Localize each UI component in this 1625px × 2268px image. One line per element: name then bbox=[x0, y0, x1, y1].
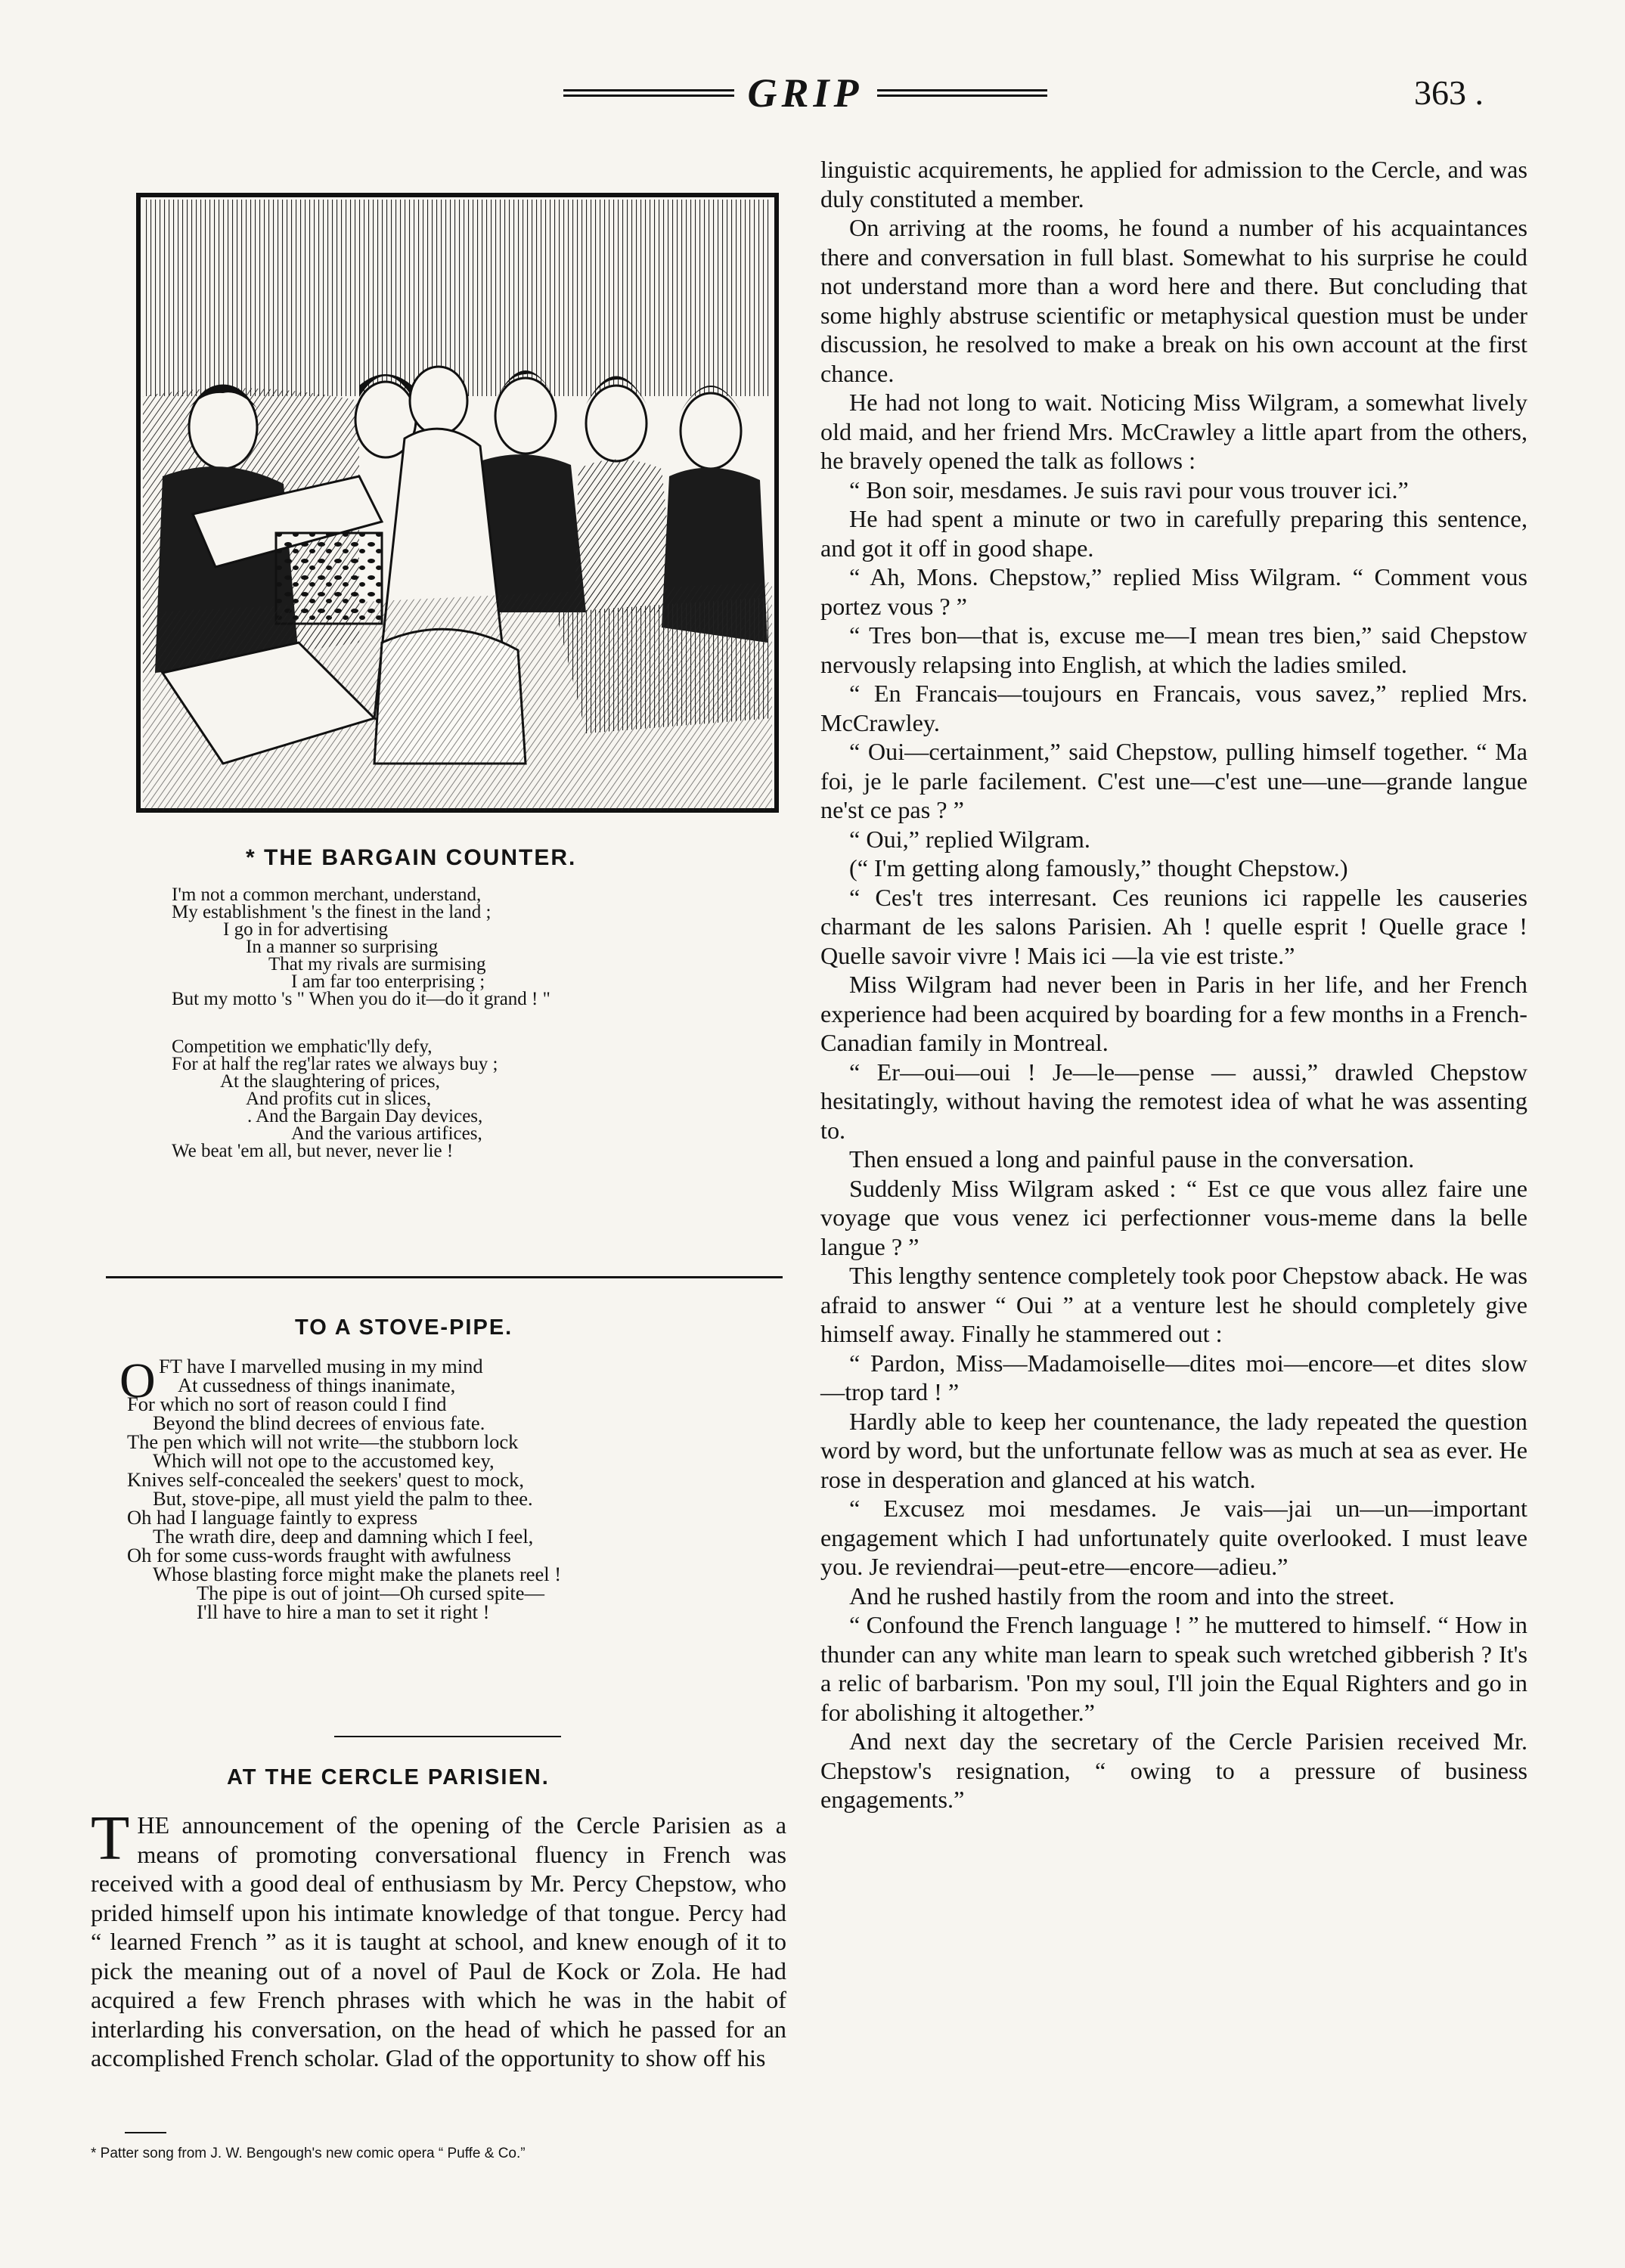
article-paragraph: linguistic acquirements, he applied for admission to the Cercle, and was duly constituted a member. bbox=[820, 156, 1527, 212]
poem-line: Which will not ope to the accustomed key, bbox=[153, 1449, 495, 1472]
illustration-caption: * THE BARGAIN COUNTER. bbox=[246, 845, 577, 870]
article-paragraph: This lengthy sentence completely took poor Chepstow aback. He was afraid to answer “ Oui ” at a venture lest he should completely give himself away. Finally he stammered out : bbox=[820, 1262, 1527, 1347]
article-dropcap: T bbox=[91, 1803, 130, 1873]
section-divider bbox=[106, 1276, 783, 1278]
article-paragraph: Miss Wilgram had never been in Paris in her life, and her French experience had been acquired by boarding for a few months in a French-Canadian family in Montreal. bbox=[820, 971, 1527, 1056]
poem-line: And the various artifices, bbox=[291, 1123, 482, 1144]
poem-line: The wrath dire, deep and damning which I feel, bbox=[153, 1525, 534, 1548]
article-paragraph: “ Er—oui—oui ! Je—le—pense — aussi,” drawled Chepstow hesitatingly, without having the remotest idea of what he was assenting to. bbox=[820, 1058, 1527, 1144]
poem-line: FT have I marvelled musing in my mind bbox=[159, 1355, 483, 1377]
article-paragraph: He had not long to wait. Noticing Miss Wilgram, a somewhat lively old maid, and her friend Mrs. McCrawley a little apart from the others, he bravely opened the talk as follows : bbox=[820, 389, 1527, 474]
poem-line: The pipe is out of joint—Oh cursed spite— bbox=[197, 1582, 544, 1604]
article-paragraph: And he rushed hastily from the room and into the street. bbox=[849, 1582, 1395, 1610]
footnote-rule bbox=[125, 2132, 166, 2133]
section-divider-short bbox=[334, 1736, 561, 1737]
poem-line: I go in for advertising bbox=[223, 919, 389, 940]
stovepipe-title: TO A STOVE-PIPE. bbox=[295, 1315, 513, 1340]
poem-line: But, stove-pipe, all must yield the palm to thee. bbox=[153, 1487, 533, 1510]
poem-line: I'll have to hire a man to set it right ! bbox=[197, 1600, 490, 1623]
article-paragraph: On arriving at the rooms, he found a number of his acquaintances there and conversation in full blast. Somewhat to his surprise he could not understand more than a word here and there. But concluding that some highly abstruse scientific or metaphysical question must be under discussion, he resolved to make a break on his own account at the first chance. bbox=[820, 214, 1527, 387]
poem-line: We beat 'em all, but never, never lie ! bbox=[172, 1141, 454, 1161]
poem-line: But my motto 's " When you do it—do it grand ! " bbox=[172, 989, 550, 1009]
poem-line: I am far too enterprising ; bbox=[291, 971, 485, 992]
page-header bbox=[0, 67, 1625, 119]
article-paragraph: “ En Francais—toujours en Francais, vous savez,” replied Mrs. McCrawley. bbox=[820, 680, 1527, 736]
stovepipe-poem bbox=[106, 1353, 786, 1623]
poem-line: And profits cut in slices, bbox=[246, 1089, 432, 1109]
cercle-title: AT THE CERCLE PARISIEN. bbox=[227, 1765, 550, 1789]
page-number: 363 . bbox=[1414, 73, 1484, 112]
poem-line: Competition we emphatic'lly defy, bbox=[172, 1036, 433, 1057]
poem-line: In a manner so surprising bbox=[246, 937, 439, 957]
cercle-article-opening bbox=[91, 1803, 786, 2073]
masthead bbox=[563, 67, 1047, 119]
magazine-title: GRIP bbox=[747, 70, 864, 116]
masthead-rule-right bbox=[877, 86, 1048, 100]
poem-line: Oh had I language faintly to express bbox=[127, 1506, 418, 1529]
poem-line: At cussedness of things inanimate, bbox=[178, 1374, 456, 1396]
masthead-rule-left bbox=[563, 86, 734, 100]
article-paragraph: “ Excusez moi mesdames. Je vais—jai un—un—important engagement which I had unfortunately quite overlooked. I must leave you. Je reviendrai—peut-etre—encore—adieu.” bbox=[820, 1495, 1527, 1580]
article-paragraph: “ Ces't tres interresant. Ces reunions ici rappelle les causeries charmant de les salons Parisien. Ah ! quelle esprit ! Quelle grace ! Quelle savoir vivre ! Mais ici —la vie est triste.” bbox=[820, 883, 1527, 969]
poem-line: My establishment 's the finest in the land ; bbox=[172, 902, 492, 922]
footnote: * Patter song from J. W. Bengough's new comic opera “ Puffe & Co.” bbox=[91, 2146, 526, 2161]
article-paragraph: HE announcement of the opening of the Cercle Parisien as a means of promoting conversational fluency in French was received with a good deal of enthusiasm by Mr. Percy Chepstow, who prided himself upon his intimate knowledge of that tongue. Percy had “ learned French ” as it is taught at school, and knew enough of it to pick the meaning out of a novel of Paul de Kock or Zola. He had acquired a few French phrases with which he was in the habit of interlarding his conversation, on the head of which he passed for an accomplished French scholar. Glad of the opportunity to show off his bbox=[91, 1811, 786, 2071]
poem-line: That my rivals are surmising bbox=[268, 954, 486, 974]
article-paragraph: “ Confound the French language ! ” he muttered to himself. “ How in thunder can any white man learn to speak such wretched gibberish ? It's a relic of barbarism. 'Pon my soul, I'll join the Equal Righters and go in for abolishing it altogether.” bbox=[820, 1611, 1527, 1726]
article-paragraph: He had spent a minute or two in carefully preparing this sentence, and got it off in good shape. bbox=[820, 505, 1527, 562]
poem-line: The pen which will not write—the stubborn lock bbox=[127, 1430, 519, 1453]
poem-line: Beyond the blind decrees of envious fate. bbox=[153, 1411, 485, 1434]
article-paragraph: “ Tres bon—that is, excuse me—I mean tres bien,” said Chepstow nervously relapsing into English, at which the ladies smiled. bbox=[820, 621, 1527, 678]
poem-line: For at half the reg'lar rates we always buy ; bbox=[172, 1054, 498, 1074]
article-paragraph: (“ I'm getting along famously,” thought Chepstow.) bbox=[849, 854, 1348, 881]
poem-dropcap: O bbox=[119, 1353, 156, 1408]
article-paragraph: “ Ah, Mons. Chepstow,” replied Miss Wilgram. “ Comment vous portez vous ? ” bbox=[820, 563, 1527, 620]
poem-line: Knives self-concealed the seekers' quest to mock, bbox=[127, 1468, 525, 1491]
article-paragraph: “ Bon soir, mesdames. Je suis ravi pour vous trouver ici.” bbox=[849, 476, 1409, 503]
article-paragraph: Suddenly Miss Wilgram asked : “ Est ce que vous allez faire une voyage que vous venez ici perfectionner vous-meme dans la belle langue ? ” bbox=[820, 1174, 1527, 1260]
article-paragraph: And next day the secretary of the Cercle Parisien received Mr. Chepstow's resignation, “ owing to a pressure of business engagements.” bbox=[820, 1727, 1527, 1813]
article-paragraph: “ Pardon, Miss—Madamoiselle—dites moi—encore—et dites slow—trop tard ! ” bbox=[820, 1349, 1527, 1405]
poem-line: Whose blasting force might make the planets reel ! bbox=[153, 1563, 562, 1585]
poem-line: I'm not a common merchant, understand, bbox=[172, 885, 482, 905]
article-paragraph: Then ensued a long and painful pause in the conversation. bbox=[849, 1145, 1415, 1173]
article-paragraph: Hardly able to keep her countenance, the lady repeated the question word by word, but the unfortunate fellow was as much at sea as ever. He rose in desperation and glanced at his watch. bbox=[820, 1407, 1527, 1493]
poem-line: . And the Bargain Day devices, bbox=[247, 1106, 483, 1126]
bargain-counter-poem bbox=[170, 886, 760, 1160]
poem-line: Oh for some cuss-words fraught with awfulness bbox=[127, 1544, 511, 1566]
poem-line: For which no sort of reason could I find bbox=[127, 1393, 447, 1415]
article-paragraph: “ Oui,” replied Wilgram. bbox=[849, 825, 1090, 853]
bargain-counter-illustration bbox=[132, 189, 783, 816]
poem-line: At the slaughtering of prices, bbox=[220, 1071, 440, 1092]
right-column bbox=[820, 155, 1527, 1814]
article-paragraph: “ Oui—certainment,” said Chepstow, pulling himself together. “ Ma foi, je le parle facilement. C'est une—c'est une—une—grande langue ne'st ce pas ? ” bbox=[820, 738, 1527, 823]
